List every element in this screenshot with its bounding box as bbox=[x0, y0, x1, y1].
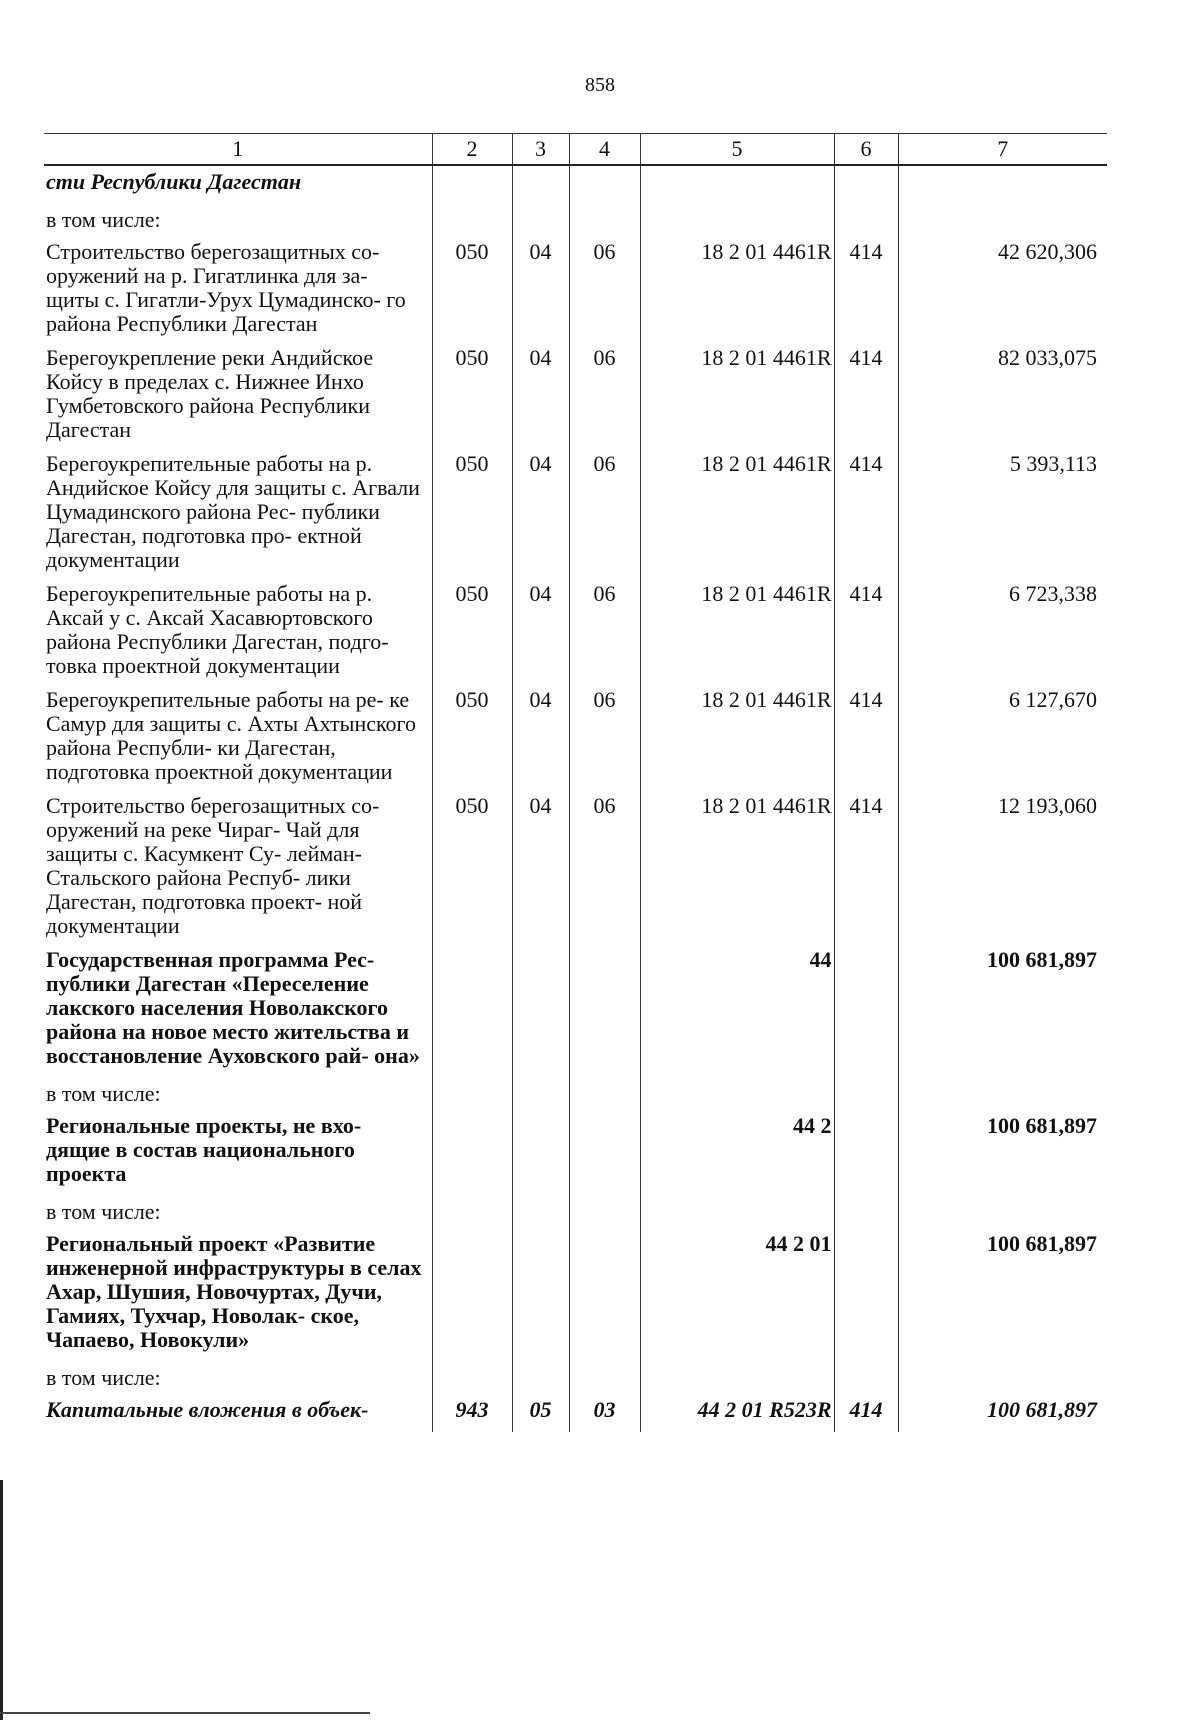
section-code-cell bbox=[512, 1196, 569, 1232]
section-code-cell: 04 bbox=[512, 240, 569, 346]
amount-cell: 12 193,060 bbox=[898, 794, 1107, 948]
section-code-cell bbox=[512, 948, 569, 1078]
table-row bbox=[44, 582, 1107, 688]
amount-cell: 100 681,897 bbox=[898, 1114, 1107, 1196]
scan-edge-bottom bbox=[0, 1712, 370, 1714]
ministry-code-cell: 050 bbox=[432, 688, 512, 794]
target-article-cell bbox=[640, 1196, 834, 1232]
expense-type-cell bbox=[834, 165, 898, 204]
amount-cell: 42 620,306 bbox=[898, 240, 1107, 346]
expense-type-cell: 414 bbox=[834, 794, 898, 948]
item-name-cell: Строительство берегозащитных со- оружений на р. Гигатлинка для за- щиты с. Гигатли-Урух Цумадинско- го района Республики Дагестан bbox=[46, 239, 406, 336]
ministry-code-cell bbox=[432, 1078, 512, 1114]
section-code-cell bbox=[512, 204, 569, 240]
ministry-code-cell bbox=[432, 1114, 512, 1196]
expense-type-cell bbox=[834, 1232, 898, 1362]
ministry-code-cell bbox=[432, 948, 512, 1078]
section-code-cell: 05 bbox=[512, 1398, 569, 1432]
table-row bbox=[44, 688, 1107, 794]
table-row bbox=[44, 948, 1107, 1078]
subsection-code-cell: 06 bbox=[569, 240, 640, 346]
ministry-code-cell: 050 bbox=[432, 794, 512, 948]
target-article-cell: 18 2 01 4461R bbox=[640, 794, 834, 948]
subsection-code-cell: 06 bbox=[569, 582, 640, 688]
target-article-cell bbox=[640, 1078, 834, 1114]
target-article-cell bbox=[640, 165, 834, 204]
column-header: 1 bbox=[232, 136, 244, 161]
amount-cell: 100 681,897 bbox=[898, 948, 1107, 1078]
ministry-code-cell bbox=[432, 165, 512, 204]
amount-cell bbox=[898, 1078, 1107, 1114]
expense-type-cell: 414 bbox=[834, 240, 898, 346]
subsection-code-cell bbox=[569, 1232, 640, 1362]
target-article-cell bbox=[640, 204, 834, 240]
subsection-code-cell bbox=[569, 204, 640, 240]
subsection-code-cell: 06 bbox=[569, 688, 640, 794]
subsection-code-cell bbox=[569, 1196, 640, 1232]
table-row bbox=[44, 346, 1107, 452]
section-code-cell bbox=[512, 1114, 569, 1196]
item-name-cell: Государственная программа Рес- публики Дагестан «Переселение лакского населения Новолакского района на новое место жительства и восстановление Ауховского рай- она» bbox=[46, 947, 420, 1068]
expense-type-cell bbox=[834, 204, 898, 240]
target-article-cell: 44 2 bbox=[640, 1114, 834, 1196]
expense-type-cell: 414 bbox=[834, 582, 898, 688]
column-header: 6 bbox=[834, 134, 898, 166]
expense-type-cell: 414 bbox=[834, 452, 898, 582]
table-row bbox=[44, 165, 1107, 204]
column-number-row bbox=[44, 134, 1107, 166]
column-header: 3 bbox=[512, 134, 569, 166]
item-name-cell: Берегоукрепительные работы на р. Андийское Койсу для защиты с. Агвали Цумадинского района Рес- публики Дагестан, подготовка про- ектной документации bbox=[46, 451, 420, 572]
amount-cell bbox=[898, 1362, 1107, 1398]
ministry-code-cell: 050 bbox=[432, 240, 512, 346]
amount-cell: 100 681,897 bbox=[898, 1398, 1107, 1432]
amount-cell: 6 127,670 bbox=[898, 688, 1107, 794]
item-name-cell: Берегоукрепительные работы на р. Аксай у с. Аксай Хасавюртовского района Республики Дагестан, подго- товка проектной документации bbox=[46, 581, 389, 678]
target-article-cell: 44 bbox=[640, 948, 834, 1078]
section-code-cell bbox=[512, 165, 569, 204]
expense-type-cell bbox=[834, 1114, 898, 1196]
section-code-cell bbox=[512, 1078, 569, 1114]
column-header: 7 bbox=[898, 134, 1107, 166]
amount-cell bbox=[898, 204, 1107, 240]
target-article-cell: 44 2 01 bbox=[640, 1232, 834, 1362]
amount-cell bbox=[898, 165, 1107, 204]
section-code-cell: 04 bbox=[512, 346, 569, 452]
amount-cell: 82 033,075 bbox=[898, 346, 1107, 452]
ministry-code-cell: 050 bbox=[432, 582, 512, 688]
ministry-code-cell bbox=[432, 1362, 512, 1398]
subsection-code-cell: 06 bbox=[569, 452, 640, 582]
table-row bbox=[44, 1398, 1107, 1432]
item-name-cell: сти Республики Дагестан bbox=[46, 169, 302, 194]
table-body bbox=[44, 165, 1107, 1432]
expense-type-cell bbox=[834, 1078, 898, 1114]
expense-type-cell bbox=[834, 1362, 898, 1398]
item-name-cell: в том числе: bbox=[46, 1081, 161, 1106]
budget-table bbox=[44, 133, 1107, 1432]
ministry-code-cell: 050 bbox=[432, 452, 512, 582]
table-row bbox=[44, 452, 1107, 582]
subsection-code-cell bbox=[569, 948, 640, 1078]
section-code-cell: 04 bbox=[512, 688, 569, 794]
item-name-cell: Региональные проекты, не вхо- дящие в состав национального проекта bbox=[46, 1113, 362, 1186]
item-name-cell: Берегоукрепительные работы на ре- ке Самур для защиты с. Ахты Ахтынского района Республи- ки Дагестан, подготовка проектной документации bbox=[46, 687, 417, 784]
ministry-code-cell bbox=[432, 204, 512, 240]
expense-type-cell: 414 bbox=[834, 688, 898, 794]
expense-type-cell bbox=[834, 948, 898, 1078]
subsection-code-cell bbox=[569, 1362, 640, 1398]
expense-type-cell bbox=[834, 1196, 898, 1232]
item-name-cell: в том числе: bbox=[46, 1199, 161, 1224]
subsection-code-cell bbox=[569, 1078, 640, 1114]
section-code-cell: 04 bbox=[512, 582, 569, 688]
target-article-cell: 18 2 01 4461R bbox=[640, 688, 834, 794]
expense-type-cell: 414 bbox=[834, 1398, 898, 1432]
table-row bbox=[44, 1196, 1107, 1232]
section-code-cell: 04 bbox=[512, 452, 569, 582]
target-article-cell: 18 2 01 4461R bbox=[640, 346, 834, 452]
item-name-cell: Капитальные вложения в объек- bbox=[46, 1397, 369, 1422]
ministry-code-cell: 943 bbox=[432, 1398, 512, 1432]
expense-type-cell: 414 bbox=[834, 346, 898, 452]
section-code-cell bbox=[512, 1232, 569, 1362]
amount-cell: 6 723,338 bbox=[898, 582, 1107, 688]
target-article-cell: 44 2 01 R523R bbox=[640, 1398, 834, 1432]
ministry-code-cell bbox=[432, 1196, 512, 1232]
table-row bbox=[44, 1078, 1107, 1114]
subsection-code-cell bbox=[569, 165, 640, 204]
page-number: 858 bbox=[585, 74, 615, 96]
table-row bbox=[44, 1232, 1107, 1362]
item-name-cell: в том числе: bbox=[46, 1365, 161, 1390]
item-name-cell: Региональный проект «Развитие инженерной инфраструктуры в селах Ахар, Шушия, Новочуртах, Дучи, Гамиях, Тухчар, Новолак- ское, Чапаево, Новокули» bbox=[46, 1231, 422, 1352]
column-header: 5 bbox=[640, 134, 834, 166]
item-name-cell: Строительство берегозащитных со- оружений на реке Чираг- Чай для защиты с. Касумкент Су- лейман-Стальского района Респуб- лики Дагестан, подготовка проект- ной документации bbox=[46, 793, 380, 938]
target-article-cell: 18 2 01 4461R bbox=[640, 240, 834, 346]
table-row bbox=[44, 240, 1107, 346]
table-row bbox=[44, 204, 1107, 240]
item-name-cell: Берегоукрепление реки Андийское Койсу в пределах с. Нижнее Инхо Гумбетовского района Республики Дагестан bbox=[46, 345, 374, 442]
ministry-code-cell bbox=[432, 1232, 512, 1362]
section-code-cell bbox=[512, 1362, 569, 1398]
ministry-code-cell: 050 bbox=[432, 346, 512, 452]
subsection-code-cell: 03 bbox=[569, 1398, 640, 1432]
target-article-cell: 18 2 01 4461R bbox=[640, 582, 834, 688]
target-article-cell: 18 2 01 4461R bbox=[640, 452, 834, 582]
amount-cell: 5 393,113 bbox=[898, 452, 1107, 582]
table-row bbox=[44, 794, 1107, 948]
subsection-code-cell: 06 bbox=[569, 794, 640, 948]
scan-edge-left bbox=[0, 1480, 3, 1720]
target-article-cell bbox=[640, 1362, 834, 1398]
table-row bbox=[44, 1362, 1107, 1398]
subsection-code-cell: 06 bbox=[569, 346, 640, 452]
section-code-cell: 04 bbox=[512, 794, 569, 948]
amount-cell bbox=[898, 1196, 1107, 1232]
table-row bbox=[44, 1114, 1107, 1196]
column-header: 2 bbox=[432, 134, 512, 166]
subsection-code-cell bbox=[569, 1114, 640, 1196]
column-header: 4 bbox=[569, 134, 640, 166]
item-name-cell: в том числе: bbox=[46, 207, 161, 232]
amount-cell: 100 681,897 bbox=[898, 1232, 1107, 1362]
